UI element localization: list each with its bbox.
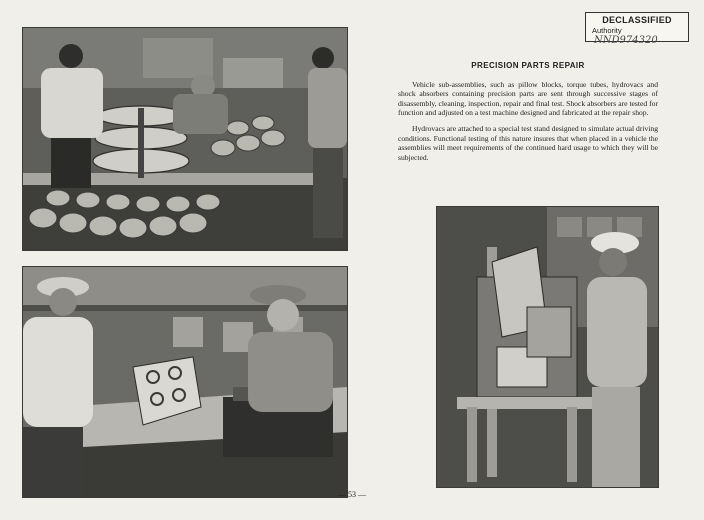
- stamp-authority: [592, 26, 688, 46]
- declassified-stamp: [585, 12, 689, 46]
- article-column: [398, 61, 658, 168]
- photo-parts-rack-workers: [23, 28, 347, 250]
- stamp-authority-label: Authority: [592, 26, 622, 35]
- photo-shock-absorber-test: [23, 267, 347, 497]
- photo-hydrovac-test-stand: [437, 207, 658, 487]
- stamp-title: DECLASSIFIED: [602, 15, 672, 25]
- article-paragraph: Hydrovacs are attached to a special test stand designed to simulate actual driving conditions. Functional testing of this nature insures that when placed in a vehicle the assemblies will meet requirements of the continued hard usage to which they will be subjected.: [398, 123, 658, 162]
- page-number: — 53 —: [338, 490, 366, 499]
- article-paragraph: Vehicle sub-assemblies, such as pillow blocks, torque tubes, hydrovacs and shock absorbers containing precision parts are sent through successive stages of disassembly, cleaning, inspection, repair and final test. Shock absorbers are tested for function and adjusted on a test machine designed and fabricated at the repair shop.: [398, 79, 658, 118]
- article-heading: PRECISION PARTS REPAIR: [471, 61, 585, 70]
- stamp-authority-value: NND974320: [594, 35, 658, 46]
